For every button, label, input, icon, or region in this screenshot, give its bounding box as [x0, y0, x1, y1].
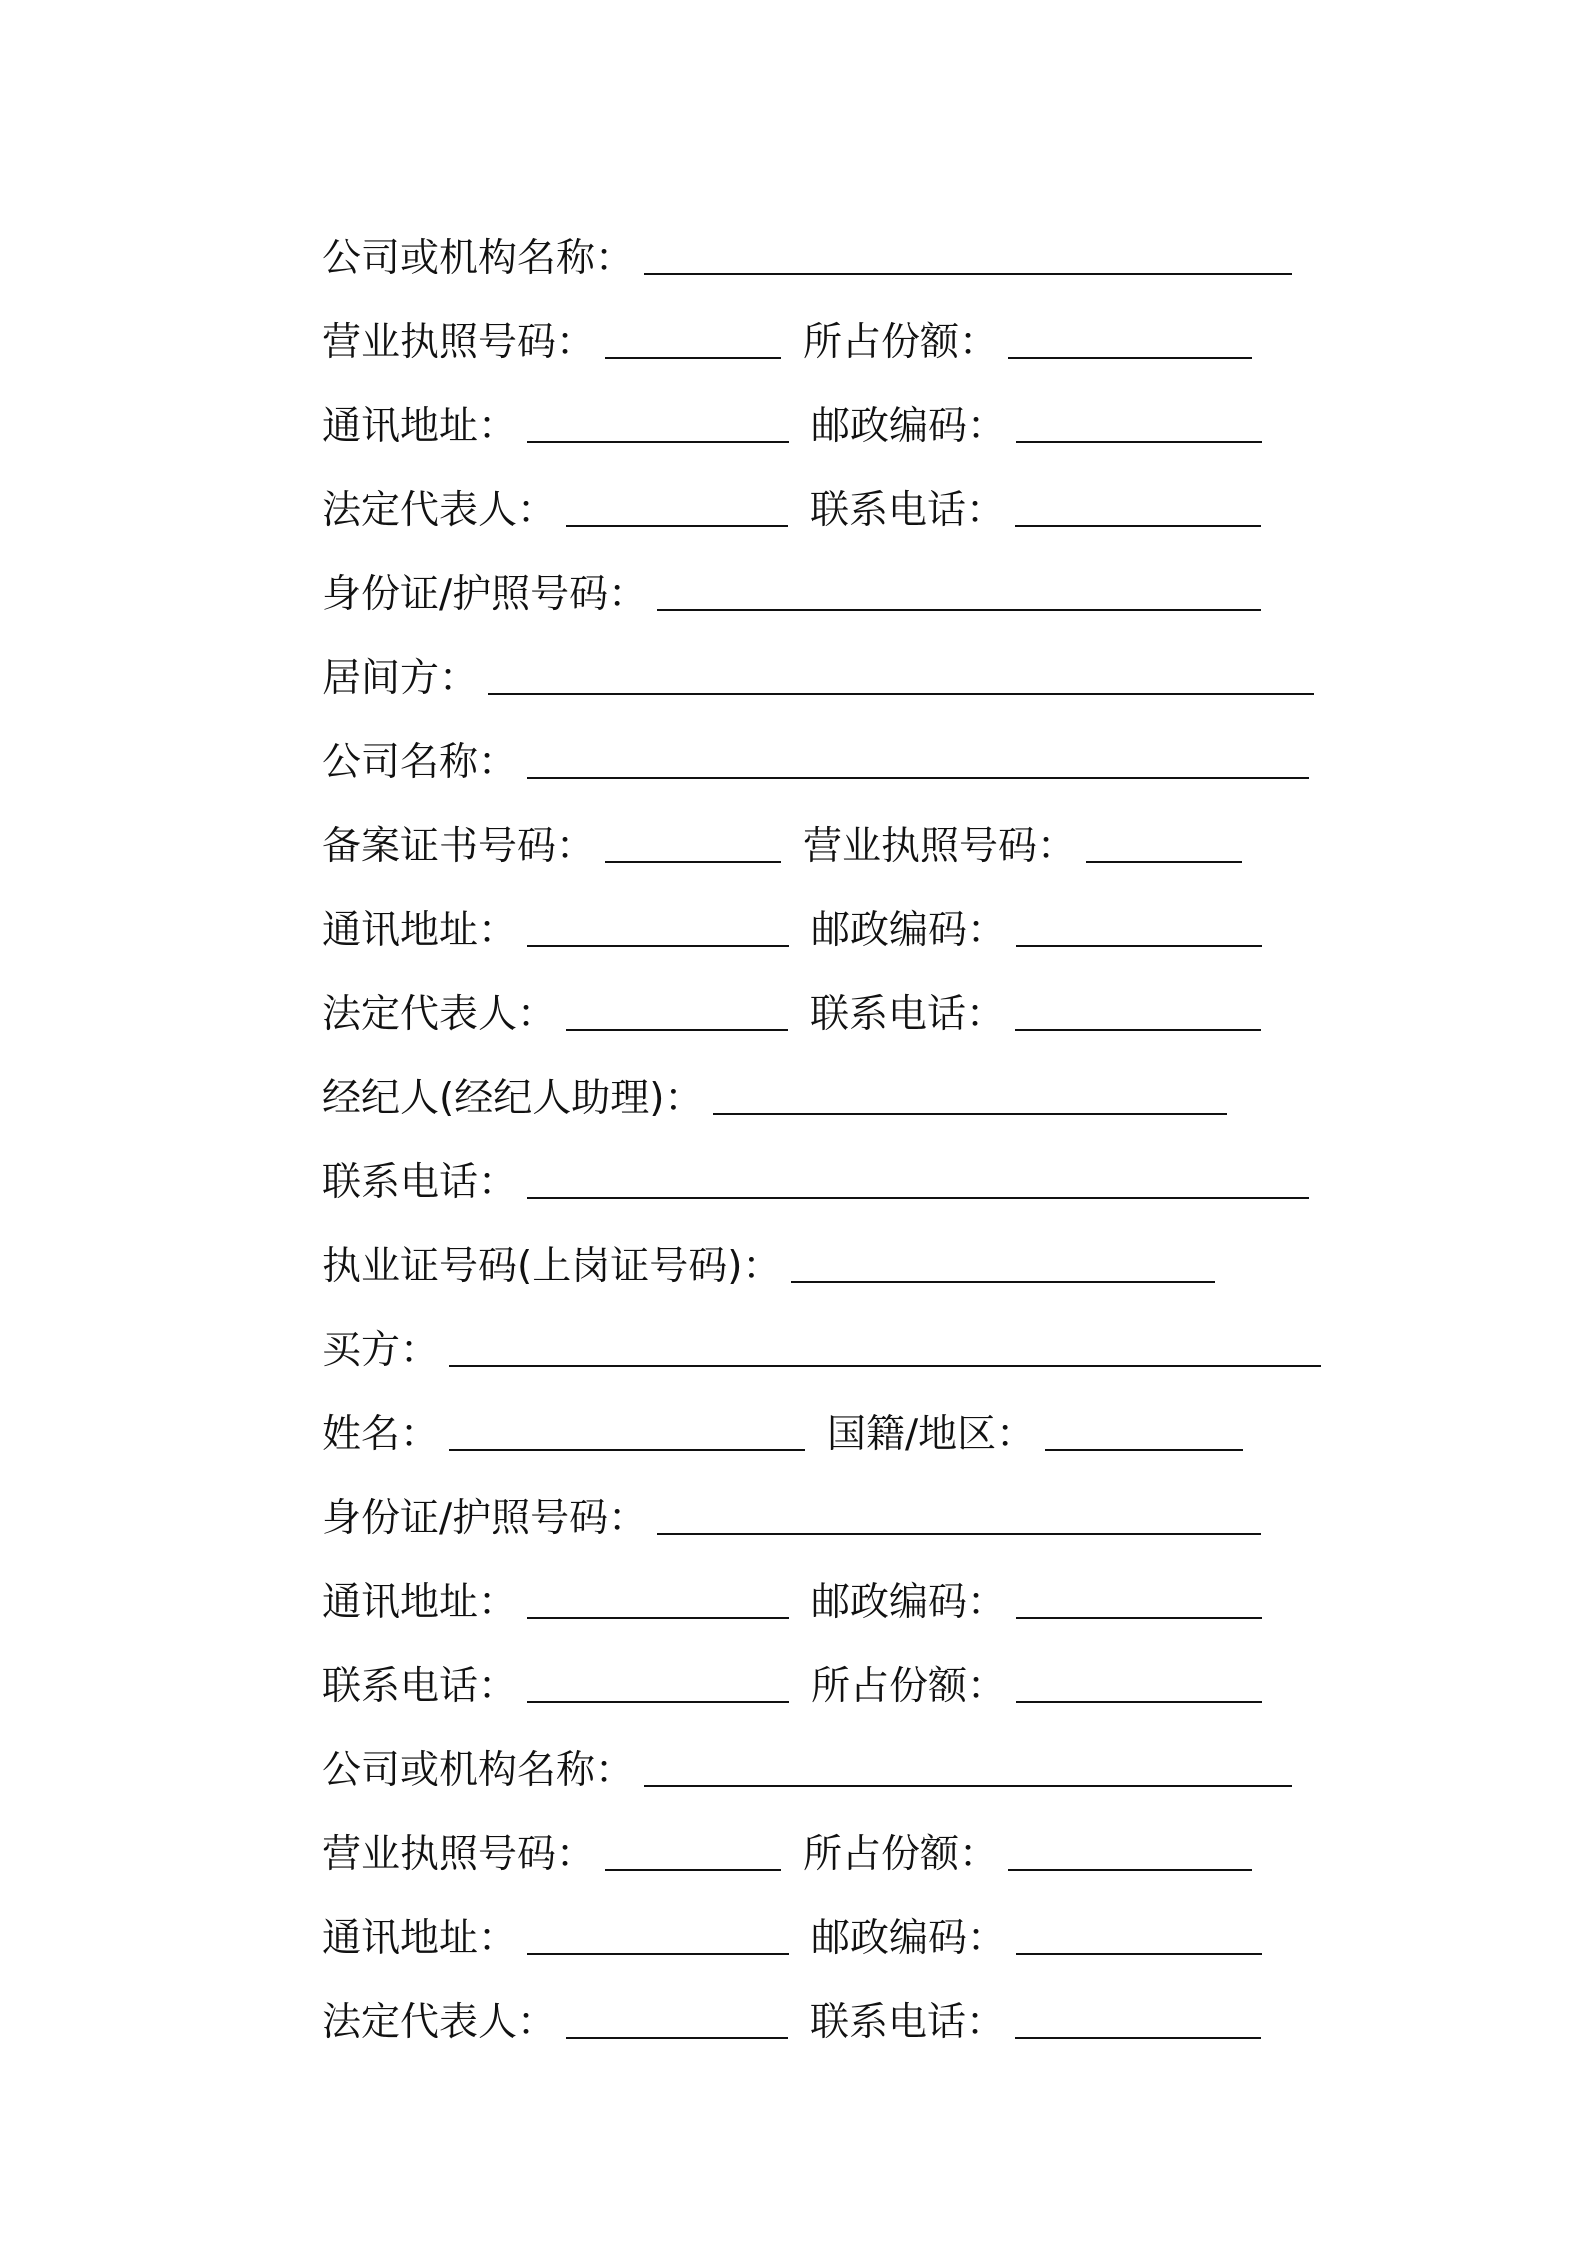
- field-label: 法定代表人：: [322, 992, 557, 1037]
- field-label: 营业执照号码：: [322, 1832, 596, 1877]
- field-label: 经纪人(经纪人助理)：: [322, 1076, 704, 1121]
- blank-fill-line[interactable]: [1008, 1869, 1252, 1871]
- field-label: 居间方：: [322, 656, 479, 701]
- field-label: 所占份额：: [803, 1832, 999, 1877]
- field-label: 联系电话：: [810, 488, 1006, 533]
- field-label: 邮政编码：: [811, 404, 1007, 449]
- form-row: [322, 200, 1362, 284]
- contract-party-form: [322, 200, 1362, 2048]
- field-label: 联系电话：: [322, 1160, 518, 1205]
- form-row: [322, 536, 1362, 620]
- field-label: 身份证/护照号码：: [322, 1496, 648, 1541]
- blank-fill-line[interactable]: [1016, 1617, 1262, 1619]
- field-label: 所占份额：: [803, 320, 999, 365]
- field-label: 公司或机构名称：: [322, 1748, 635, 1793]
- blank-fill-line[interactable]: [1016, 1953, 1262, 1955]
- field-label: 营业执照号码：: [322, 320, 596, 365]
- form-row: [322, 368, 1362, 452]
- form-row: [322, 452, 1362, 536]
- form-row: [322, 704, 1362, 788]
- field-label: 联系电话：: [810, 992, 1006, 1037]
- blank-fill-line[interactable]: [527, 1701, 789, 1703]
- form-row: [322, 1964, 1362, 2048]
- field-label: 法定代表人：: [322, 2000, 557, 2045]
- blank-fill-line[interactable]: [791, 1281, 1215, 1283]
- blank-fill-line[interactable]: [657, 609, 1261, 611]
- form-row: [322, 1208, 1362, 1292]
- field-label: 身份证/护照号码：: [322, 572, 648, 617]
- blank-fill-line[interactable]: [449, 1449, 805, 1451]
- blank-fill-line[interactable]: [527, 1953, 789, 1955]
- form-row: [322, 1376, 1362, 1460]
- field-label: 邮政编码：: [811, 908, 1007, 953]
- form-row: [322, 1292, 1362, 1376]
- field-label: 联系电话：: [322, 1664, 518, 1709]
- blank-fill-line[interactable]: [1016, 1701, 1262, 1703]
- field-label: 所占份额：: [811, 1664, 1007, 1709]
- blank-fill-line[interactable]: [566, 2037, 788, 2039]
- field-label: 营业执照号码：: [803, 824, 1077, 869]
- blank-fill-line[interactable]: [644, 273, 1292, 275]
- field-label: 法定代表人：: [322, 488, 557, 533]
- blank-fill-line[interactable]: [1015, 525, 1261, 527]
- field-label: 姓名：: [322, 1412, 440, 1457]
- blank-fill-line[interactable]: [1016, 945, 1262, 947]
- field-label: 通讯地址：: [322, 1580, 518, 1625]
- blank-fill-line[interactable]: [566, 525, 788, 527]
- form-row: [322, 1712, 1362, 1796]
- field-label: 联系电话：: [810, 2000, 1006, 2045]
- blank-fill-line[interactable]: [566, 1029, 788, 1031]
- form-row: [322, 1796, 1362, 1880]
- blank-fill-line[interactable]: [527, 777, 1309, 779]
- blank-fill-line[interactable]: [713, 1113, 1227, 1115]
- blank-fill-line[interactable]: [527, 441, 789, 443]
- blank-fill-line[interactable]: [644, 1785, 1292, 1787]
- form-row: [322, 1124, 1362, 1208]
- field-label: 通讯地址：: [322, 404, 518, 449]
- field-label: 公司名称：: [322, 740, 518, 785]
- blank-fill-line[interactable]: [488, 693, 1314, 695]
- field-label: 公司或机构名称：: [322, 236, 635, 281]
- form-row: [322, 956, 1362, 1040]
- form-row: [322, 872, 1362, 956]
- blank-fill-line[interactable]: [1015, 1029, 1261, 1031]
- blank-fill-line[interactable]: [1015, 2037, 1261, 2039]
- field-label: 通讯地址：: [322, 1916, 518, 1961]
- blank-fill-line[interactable]: [605, 1869, 781, 1871]
- field-label: 备案证书号码：: [322, 824, 596, 869]
- blank-fill-line[interactable]: [527, 945, 789, 947]
- field-label: 执业证号码(上岗证号码)：: [322, 1244, 782, 1289]
- blank-fill-line[interactable]: [1008, 357, 1252, 359]
- form-row: [322, 284, 1362, 368]
- field-label: 通讯地址：: [322, 908, 518, 953]
- field-label: 邮政编码：: [811, 1916, 1007, 1961]
- form-row: [322, 620, 1362, 704]
- blank-fill-line[interactable]: [527, 1197, 1309, 1199]
- field-label: 国籍/地区：: [827, 1412, 1036, 1457]
- blank-fill-line[interactable]: [605, 861, 781, 863]
- field-label: 买方：: [322, 1328, 440, 1373]
- form-row: [322, 1544, 1362, 1628]
- form-row: [322, 788, 1362, 872]
- blank-fill-line[interactable]: [657, 1533, 1261, 1535]
- blank-fill-line[interactable]: [1086, 861, 1242, 863]
- form-row: [322, 1040, 1362, 1124]
- blank-fill-line[interactable]: [1045, 1449, 1243, 1451]
- blank-fill-line[interactable]: [605, 357, 781, 359]
- blank-fill-line[interactable]: [449, 1365, 1321, 1367]
- form-row: [322, 1880, 1362, 1964]
- form-row: [322, 1628, 1362, 1712]
- blank-fill-line[interactable]: [527, 1617, 789, 1619]
- blank-fill-line[interactable]: [1016, 441, 1262, 443]
- field-label: 邮政编码：: [811, 1580, 1007, 1625]
- form-row: [322, 1460, 1362, 1544]
